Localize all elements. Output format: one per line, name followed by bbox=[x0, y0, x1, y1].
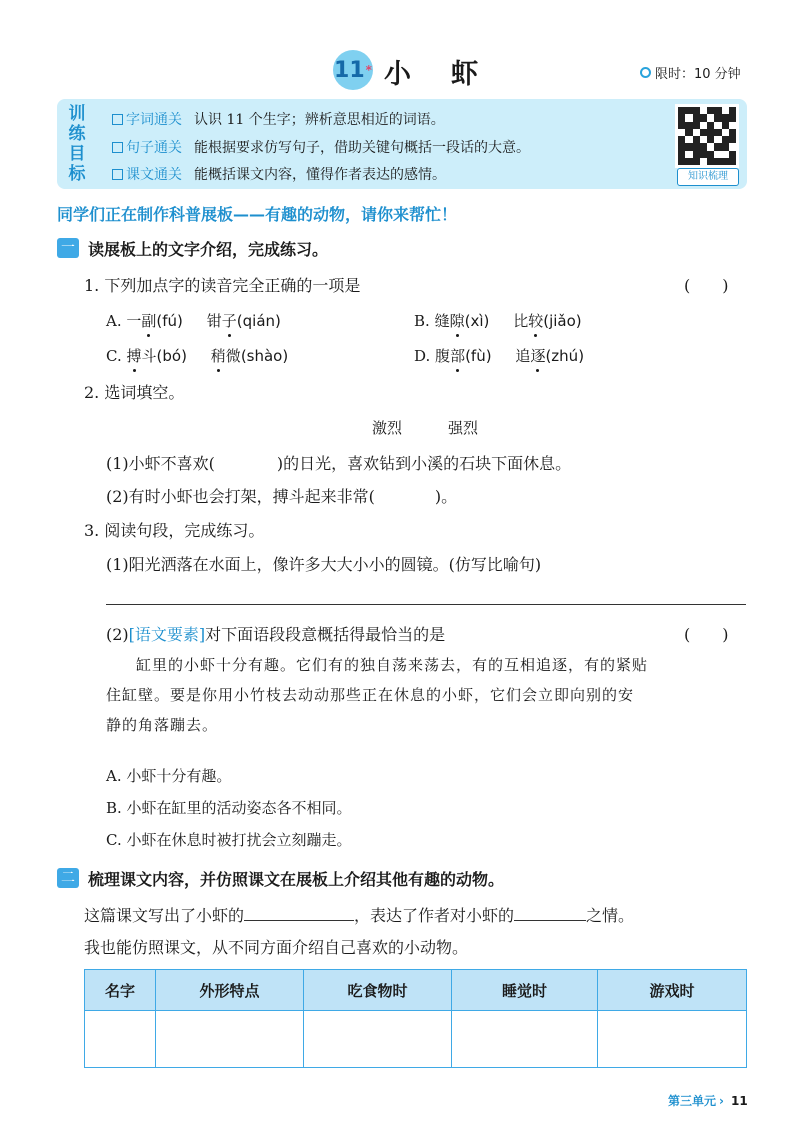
table-cell[interactable] bbox=[85, 1011, 156, 1068]
lesson-number-badge bbox=[333, 50, 373, 90]
question-3-1: (1)阳光洒落在水面上，像许多大大小小的圆镜。(仿写比喻句) bbox=[106, 555, 542, 574]
table-header: 睡觉时 bbox=[452, 970, 598, 1011]
summary-sentence: 这篇课文写出了小虾的 ，表达了作者对小虾的 之情。 bbox=[84, 906, 635, 925]
table-cell[interactable] bbox=[452, 1011, 598, 1068]
checkbox-icon[interactable] bbox=[112, 169, 123, 180]
fill-sentence-2: (2)有时小虾也会打架，搏斗起来非常( )。 bbox=[106, 487, 458, 506]
section-badge: 一 bbox=[57, 238, 79, 258]
goal-category: 句子通关 bbox=[112, 137, 182, 157]
checkbox-icon[interactable] bbox=[112, 142, 123, 153]
goal-row bbox=[112, 137, 530, 157]
section-title: 读展板上的文字介绍，完成练习。 bbox=[88, 240, 329, 259]
word-choice: 强烈 bbox=[448, 419, 479, 437]
language-element-tag: [语文要素] bbox=[128, 625, 206, 644]
option-c[interactable]: C. 搏斗(bó) 稍微(shào) bbox=[106, 347, 289, 365]
answer-parenthesis[interactable]: ( ) bbox=[684, 276, 729, 295]
option-c[interactable]: C. 小虾在休息时被打扰会立刻蹦走。 bbox=[106, 831, 352, 849]
table-header: 游戏时 bbox=[598, 970, 747, 1011]
checkbox-icon[interactable] bbox=[112, 114, 123, 125]
time-limit bbox=[640, 63, 741, 82]
option-a[interactable]: A. 小虾十分有趣。 bbox=[106, 767, 232, 785]
qr-code-icon[interactable] bbox=[675, 104, 739, 168]
page-footer bbox=[668, 1092, 748, 1109]
passage-line: 静的角落蹦去。 bbox=[106, 716, 219, 734]
passage-line: 住缸壁。要是你用小竹枝去动动那些正在休息的小虾，它们会立即向别的安 bbox=[106, 686, 635, 704]
goal-text: 认识 11 个生字；辨析意思相近的词语。 bbox=[194, 112, 445, 128]
table-header: 吃食物时 bbox=[304, 970, 452, 1011]
table-cell[interactable] bbox=[598, 1011, 747, 1068]
goals-side-char: 目 bbox=[68, 144, 86, 164]
goals-side-char: 标 bbox=[68, 164, 86, 184]
goals-side-char: 练 bbox=[68, 124, 86, 144]
instruction-line: 我也能仿照课文，从不同方面介绍自己喜欢的小动物。 bbox=[84, 938, 469, 957]
section-badge: 二 bbox=[57, 868, 79, 888]
question-3-stem: 3. 阅读句段，完成练习。 bbox=[84, 521, 265, 540]
goal-row bbox=[112, 109, 445, 129]
passage-line: 缸里的小虾十分有趣。它们有的独自荡来荡去，有的互相追逐，有的紧贴 bbox=[136, 656, 649, 674]
goal-category: 字词通关 bbox=[112, 109, 182, 129]
passage bbox=[106, 650, 746, 740]
time-limit-text: 限时：10 分钟 bbox=[655, 67, 741, 82]
chevron-right-icon: › bbox=[719, 1094, 724, 1108]
intro-text: 同学们正在制作科普展板——有趣的动物，请你来帮忙！ bbox=[57, 205, 458, 224]
section-title: 梳理课文内容，并仿照课文在展板上介绍其他有趣的动物。 bbox=[88, 870, 505, 889]
answer-line[interactable] bbox=[106, 604, 746, 605]
goals-side-label bbox=[62, 103, 92, 185]
word-choice: 激烈 bbox=[372, 419, 403, 437]
unit-label: 第三单元 bbox=[668, 1094, 717, 1108]
goals-side-char: 训 bbox=[68, 104, 86, 124]
lesson-number: 11 bbox=[334, 57, 365, 83]
blank-field[interactable] bbox=[244, 904, 354, 921]
clock-icon bbox=[640, 67, 651, 78]
animal-intro-table bbox=[84, 969, 747, 1068]
question-3-2: (2)[语文要素]对下面语段段意概括得最恰当的是 bbox=[106, 625, 446, 644]
qr-label: 知识梳理 bbox=[677, 168, 739, 186]
blank-field[interactable] bbox=[514, 904, 586, 921]
answer-parenthesis[interactable]: ( ) bbox=[684, 625, 729, 644]
question-2-stem: 2. 选词填空。 bbox=[84, 383, 185, 402]
question-1-stem: 1. 下列加点字的读音完全正确的一项是 bbox=[84, 276, 361, 295]
option-b[interactable]: B. 小虾在缸里的活动姿态各不相同。 bbox=[106, 799, 352, 817]
table-cell[interactable] bbox=[304, 1011, 452, 1068]
table-header: 外形特点 bbox=[156, 970, 304, 1011]
fill-sentence-1: (1)小虾不喜欢( )的日光，喜欢钻到小溪的石块下面休息。 bbox=[106, 454, 572, 473]
table-header-row bbox=[85, 970, 747, 1011]
goal-row bbox=[112, 164, 446, 184]
goal-text: 能根据要求仿写句子，借助关键句概括一段话的大意。 bbox=[194, 140, 530, 156]
option-d[interactable]: D. 腹部(fù) 追逐(zhú) bbox=[414, 347, 585, 365]
table-row bbox=[85, 1011, 747, 1068]
table-header: 名字 bbox=[85, 970, 156, 1011]
page-title: 小虾 bbox=[384, 59, 518, 90]
table-cell[interactable] bbox=[156, 1011, 304, 1068]
option-a[interactable]: A. 一副(fú) 钳子(qián) bbox=[106, 312, 281, 330]
page-number: 11 bbox=[730, 1094, 748, 1108]
option-b[interactable]: B. 缝隙(xì) 比较(jiǎo) bbox=[414, 312, 582, 330]
goal-category: 课文通关 bbox=[112, 164, 182, 184]
goal-text: 能概括课文内容，懂得作者表达的感情。 bbox=[194, 167, 446, 183]
lesson-mark: * bbox=[365, 63, 372, 77]
